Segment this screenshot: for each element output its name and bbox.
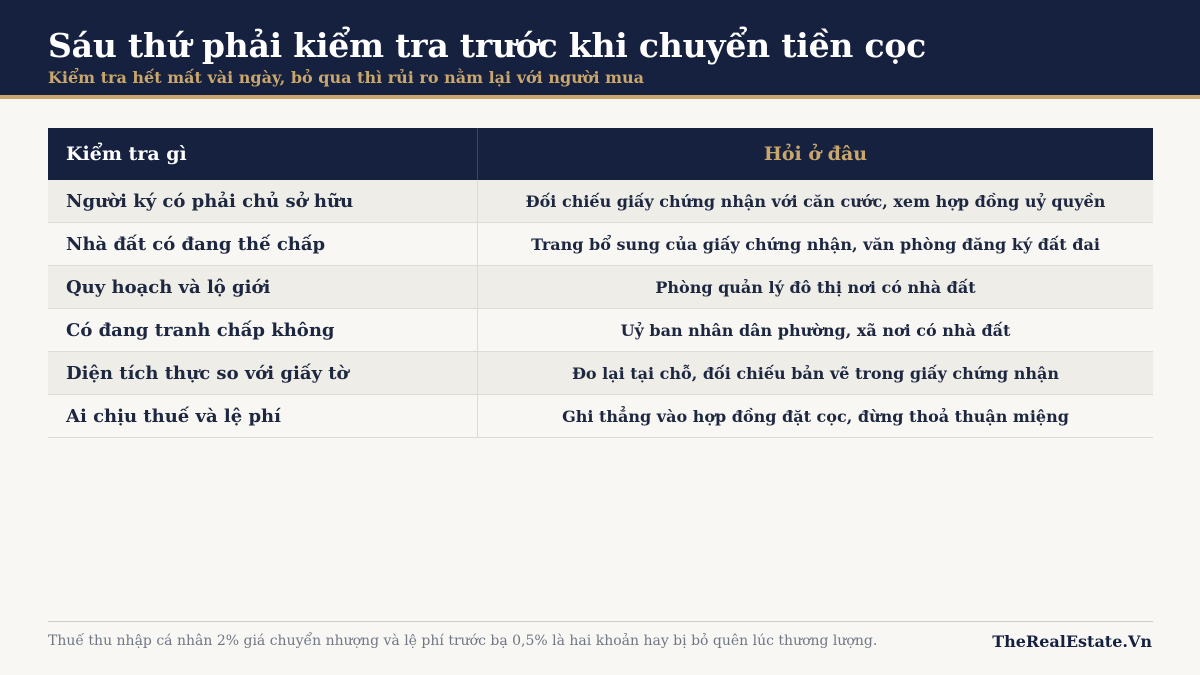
- column-header-check: Kiểm tra gì: [48, 128, 478, 180]
- row-where-cell: Trang bổ sung của giấy chứng nhận, văn phòng đăng ký đất đai: [531, 234, 1100, 254]
- brand-logo-text: TheRealEstate.Vn: [992, 632, 1152, 651]
- row-check-cell: Người ký có phải chủ sở hữu: [48, 180, 478, 222]
- row-where-cell: Đo lại tại chỗ, đối chiếu bản vẽ trong giấy chứng nhận: [571, 363, 1060, 383]
- row-where-cell: Ghi thẳng vào hợp đồng đặt cọc, đừng thoả thuận miệng: [562, 406, 1069, 426]
- row-where-cell: Đối chiếu giấy chứng nhận với căn cước, xem hợp đồng uỷ quyền: [525, 191, 1106, 211]
- footer-divider: [48, 621, 1153, 622]
- row-check-cell: Ai chịu thuế và lệ phí: [48, 395, 478, 437]
- table-row: [48, 180, 1153, 223]
- row-check-cell: Nhà đất có đang thế chấp: [48, 223, 478, 265]
- row-check-cell: Có đang tranh chấp không: [48, 309, 478, 351]
- table-row: [48, 309, 1153, 352]
- checklist-table: [48, 128, 1153, 438]
- row-check-cell: Diện tích thực so với giấy tờ: [48, 352, 478, 394]
- column-header-where: Hỏi ở đâu: [763, 143, 868, 165]
- row-where-cell: Phòng quản lý đô thị nơi có nhà đất: [655, 277, 976, 297]
- page-title: Sáu thứ phải kiểm tra trước khi chuyển tiền cọc: [48, 26, 927, 65]
- table-header: [48, 128, 1153, 180]
- table-row: [48, 352, 1153, 395]
- row-check-cell: Quy hoạch và lộ giới: [48, 266, 478, 308]
- row-where-cell: Uỷ ban nhân dân phường, xã nơi có nhà đất: [620, 320, 1011, 340]
- table-row: [48, 395, 1153, 438]
- header-divider: [0, 95, 1200, 99]
- table-row: [48, 266, 1153, 309]
- page-subtitle: Kiểm tra hết mất vài ngày, bỏ qua thì rủi ro nằm lại với người mua: [48, 68, 645, 87]
- table-row: [48, 223, 1153, 266]
- footer-note: Thuế thu nhập cá nhân 2% giá chuyển nhượng và lệ phí trước bạ 0,5% là hai khoản hay bị bỏ quên lúc thương lượng.: [48, 633, 878, 649]
